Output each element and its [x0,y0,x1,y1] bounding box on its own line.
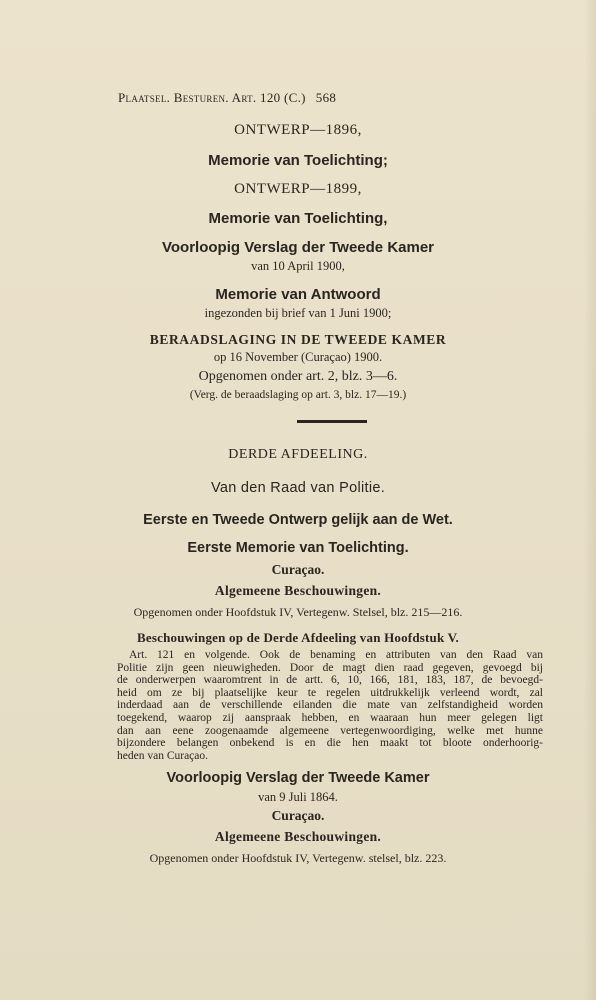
paragraph-line: de onderwerpen waaromtrent in de artt. 6, 10, 166, 181, 183, 187, de bevoegd- [117,674,543,687]
eerste-tweede-ontwerp: Eerste en Tweede Ontwerp gelijk aan de Wet. [143,512,453,528]
paragraph-line: bijzondere belangen onbekend is en die hen maakt tot bloote onderhoorig- [117,737,543,750]
paragraph-line: Art. 121 en volgende. Ook de benaming en attributen van den Raad van [129,649,543,661]
paragraph-line: dan aan eene zoogenaamde algemeene vertegenwoordiging, welke met hunne [117,724,543,737]
opgenomen-2: Opgenomen onder Hoofdstuk IV, Vertegenw. Stelsel, blz. 215—216. [133,605,463,619]
paragraph-line: heid om ze bij plaatselijke keur te regelen uitdrukkelijk verleend wordt, zal [117,686,543,699]
page-edge-shadow [584,0,596,1000]
ontwerp-1896: ONTWERP—1896, [234,122,362,138]
memorie-toelichting-1: Memorie van Toelichting; [208,152,388,169]
raad-politie: Van den Raad van Politie. [210,480,386,496]
ontwerp-1899: ONTWERP—1899, [234,181,362,197]
algemeene-2: Algemeene Beschouwingen. [214,829,382,844]
paragraph-line: inderdaad aan de verschillende eilanden die mate van zelfstandigheid worden [117,699,543,712]
opgenomen-3: Opgenomen onder Hoofdstuk IV, Vertegenw. stelsel, blz. 223. [149,851,447,865]
beraadslaging-heading: BERAADSLAGING IN DE TWEEDE KAMER [149,332,447,347]
eerste-memorie: Eerste Memorie van Toelichting. [187,540,409,556]
ingezonden: ingezonden bij brief van 1 Juni 1900; [204,306,392,320]
voorloopig-verslag-1: Voorloopig Verslag der Tweede Kamer [161,239,435,256]
memorie-antwoord: Memorie van Antwoord [215,286,381,303]
opgenomen-1: Opgenomen onder art. 2, blz. 3—6. [198,369,398,384]
paragraph-line: Politie zijn geen nieuwigheden. Door de magt dien raad gegeven, gevoegd bij [117,661,543,674]
verg-note: (Verg. de beraadslaging op art. 3, blz. 17—19.) [189,389,407,401]
running-header [118,90,336,106]
paragraph-line: toegekend, waarop zij aanspraak hebben, en waaraan hun meer gelegen ligt [117,711,543,724]
date-2: van 9 Juli 1864. [258,790,338,804]
body-paragraph [117,649,543,762]
memorie-toelichting-2: Memorie van Toelichting, [208,210,388,227]
section-divider [297,420,367,423]
curacao-2: Curaçao. [271,808,325,823]
beraadslaging-date: op 16 November (Curaçao) 1900. [213,350,383,364]
page-number: 568 [315,90,337,105]
date-1: van 10 April 1900, [251,259,345,273]
algemeene-1: Algemeene Beschouwingen. [214,583,382,598]
curacao-1: Curaçao. [271,562,325,577]
beschouwingen-derde: Beschouwingen op de Derde Afdeeling van Hoofdstuk V. [137,630,459,645]
voorloopig-verslag-2: Voorloopig Verslag der Tweede Kamer [166,770,430,786]
derde-afdeeling: DERDE AFDEELING. [228,447,368,462]
header-title: Plaatsel. Besturen. Art. 120 (C.) [118,90,306,105]
paragraph-line: heden van Curaçao. [117,749,209,762]
